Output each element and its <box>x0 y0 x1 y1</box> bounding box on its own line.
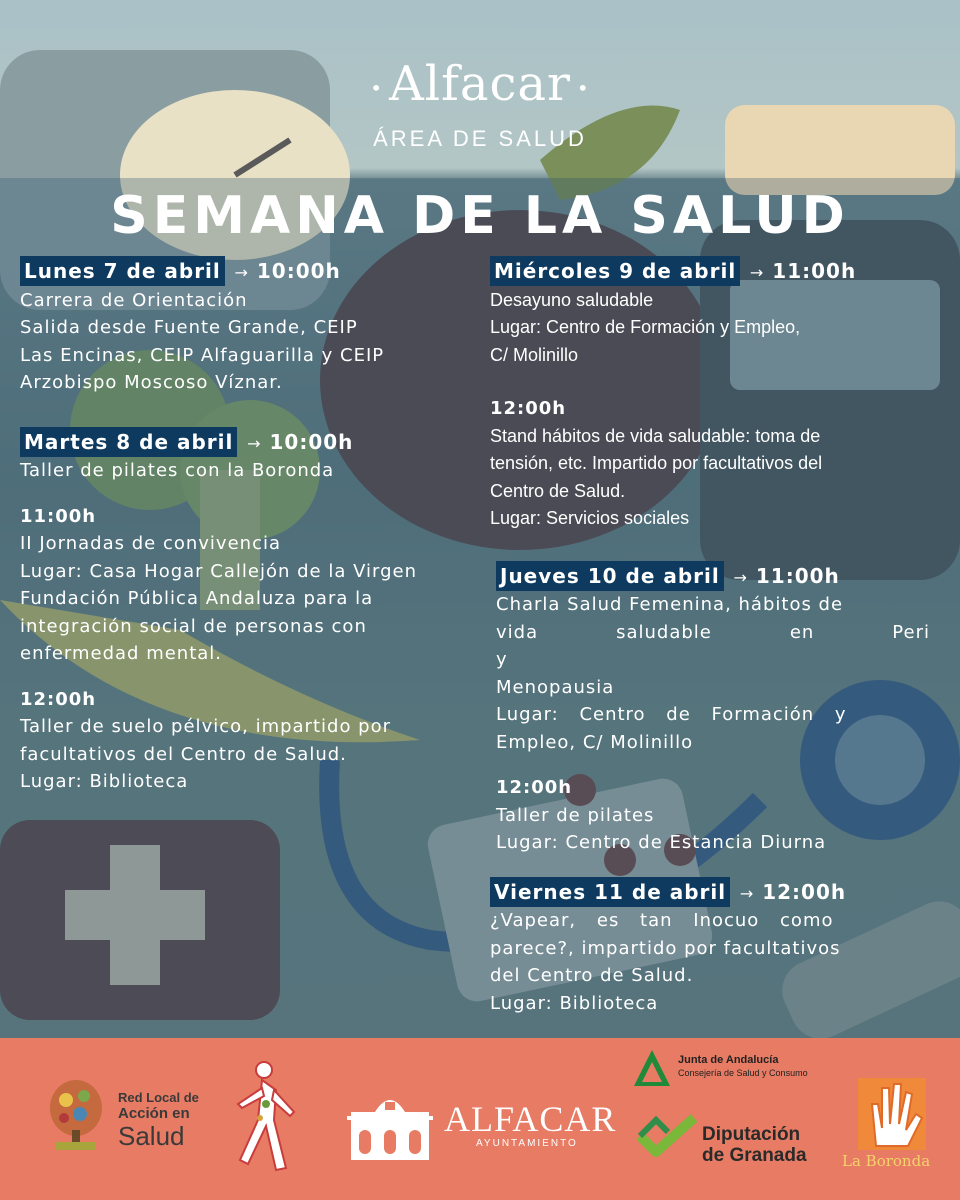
red-local-line: Red Local de <box>118 1090 199 1105</box>
day-friday <box>490 877 930 1018</box>
day-time: 12:00h <box>762 879 847 904</box>
event-line: Lugar: Servicios sociales <box>490 508 690 528</box>
day-badge: Viernes 11 de abril <box>490 877 730 907</box>
ayuntamiento-sub: AYUNTAMIENTO <box>476 1138 578 1149</box>
page-title: SEMANA DE LA SALUD <box>110 186 850 246</box>
event-line: Lugar: Casa Hogar Callejón de la Virgen <box>20 560 418 582</box>
event-line: integración social de personas con <box>20 615 367 637</box>
runner-icon <box>228 1060 298 1184</box>
dot-icon: • <box>576 75 590 100</box>
day-time: 11:00h <box>772 259 857 283</box>
event-line: Salida desde Fuente Grande, CEIP <box>20 317 358 338</box>
dot-icon: • <box>370 75 384 100</box>
arrow-icon: → <box>739 883 755 903</box>
day-badge: Miércoles 9 de abril <box>490 256 740 286</box>
event-line: Carrera de Orientación <box>20 289 248 311</box>
brand-name: Alfacar <box>389 56 571 112</box>
day-tuesday <box>20 427 464 796</box>
junta-sub: Consejería de Salud y Consumo <box>678 1068 808 1078</box>
diputacion-text <box>702 1124 807 1166</box>
event-line: enfermedad mental. <box>20 643 223 664</box>
event-line: ¿Vapear, es tan Inocuo como <box>490 910 834 931</box>
footer-logos <box>0 1038 960 1200</box>
event-time: 12:00h <box>496 777 573 798</box>
boronda-hand-icon <box>852 1074 932 1154</box>
event-line: Desayuno saludable <box>490 289 654 310</box>
event-line: del Centro de Salud. <box>490 965 694 986</box>
event-time: 12:00h <box>490 398 567 419</box>
event-line: Charla Salud Femenina, hábitos de <box>496 594 844 615</box>
event-line: facultativos del Centro de Salud. <box>20 743 347 765</box>
event-line: Las Encinas, CEIP Alfaguarilla y CEIP <box>20 344 385 366</box>
day-wednesday <box>490 256 930 533</box>
event-line: Taller de pilates <box>496 804 655 826</box>
tree-logo-icon <box>46 1078 106 1154</box>
day-thursday <box>490 561 930 857</box>
arrow-icon: → <box>247 433 262 453</box>
event-line: Lugar: Centro de Formación y <box>496 704 847 725</box>
event-line: parece?, impartido por facultativos <box>490 937 841 959</box>
event-line: Taller de pilates con la Boronda <box>20 460 335 481</box>
ayuntamiento-name: ALFACAR <box>444 1099 617 1139</box>
event-line: Lugar: Biblioteca <box>20 771 189 792</box>
diputacion-line: Diputación <box>702 1124 801 1145</box>
day-badge: Martes 8 de abril <box>20 427 237 457</box>
arrow-icon: → <box>234 263 249 282</box>
event-line: Lugar: Centro de Formación y Empleo, <box>490 317 801 337</box>
event-line: Arzobispo Moscoso Víznar. <box>20 372 283 393</box>
event-line: Empleo, C/ Molinillo <box>496 731 694 753</box>
brand-subtitle: ÁREA DE SALUD <box>373 126 587 151</box>
diputacion-logo-icon <box>636 1112 698 1162</box>
junta-name: Junta de Andalucía <box>678 1054 779 1066</box>
event-line: Stand hábitos de vida saludable: toma de <box>490 425 821 446</box>
event-time: 12:00h <box>20 688 97 710</box>
arrow-icon: → <box>749 263 765 282</box>
event-line: Taller de suelo pélvico, impartido por <box>20 716 392 737</box>
arrow-icon: → <box>733 567 748 587</box>
red-local-line: Salud <box>118 1121 185 1151</box>
day-time: 11:00h <box>755 563 840 588</box>
event-time: 11:00h <box>20 505 97 527</box>
event-line: Menopausia <box>496 676 615 698</box>
event-line: Centro de Salud. <box>490 480 626 501</box>
day-monday <box>20 256 464 397</box>
brand-logo <box>0 56 960 112</box>
town-hall-icon <box>345 1082 435 1162</box>
event-line: vida saludable en Peri y <box>496 621 930 670</box>
diputacion-line: de Granada <box>702 1145 807 1166</box>
event-line: II Jornadas de convivencia <box>20 533 281 554</box>
boronda-text: La Boronda <box>842 1152 931 1170</box>
day-time: 10:00h <box>256 259 341 283</box>
junta-logo-icon <box>632 1048 672 1088</box>
event-line: Fundación Pública Andaluza para la <box>20 588 374 609</box>
event-line: Lugar: Centro de Estancia Diurna <box>496 832 827 853</box>
red-local-text <box>118 1090 199 1150</box>
day-badge: Lunes 7 de abril <box>20 256 225 286</box>
right-column <box>490 256 930 1017</box>
event-line: Lugar: Biblioteca <box>490 992 659 1014</box>
day-badge: Jueves 10 de abril <box>496 561 724 591</box>
day-time: 10:00h <box>269 429 354 454</box>
event-line: tensión, etc. Impartido por facultativos del <box>490 453 823 473</box>
red-local-line: Acción en <box>118 1105 190 1122</box>
event-line: C/ Molinillo <box>490 344 579 365</box>
left-column <box>20 256 464 796</box>
